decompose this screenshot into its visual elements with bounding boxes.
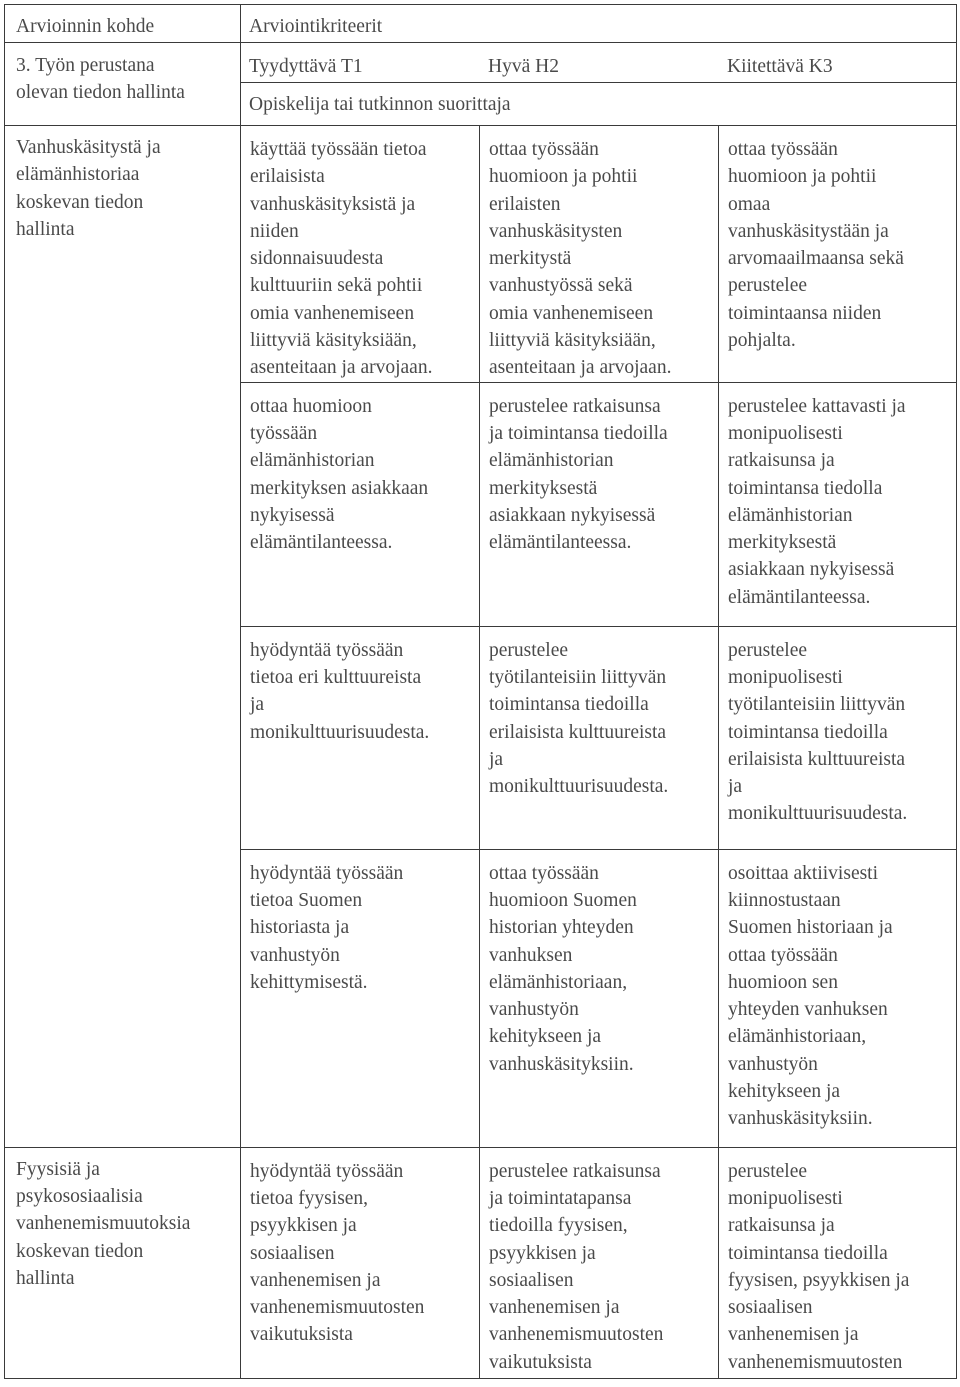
- criterion-text: perustelee työtilanteisiin liittyvän toimintansa tiedoilla erilaisista kulttuureista ja monikulttuurisuudesta.: [489, 639, 669, 798]
- criterion-k3: [719, 1147, 957, 1378]
- criterion-text: ottaa työssään huomioon ja pohtii omaa vanhuskäsitystään ja arvomaailmaansa sekä perustelee toimintaansa niiden pohjalta.: [728, 139, 904, 352]
- criterion-h2: [480, 1147, 719, 1378]
- criterion-h2: [480, 126, 719, 383]
- competence-area-label: 3. Työn perustana olevan tiedon hallinta: [16, 55, 185, 103]
- criterion-t1: [241, 382, 480, 626]
- criterion-text: käyttää työssään tietoa erilaisista vanhuskäsityksistä ja niiden sidonnaisuudesta kulttuuriin sekä pohtii omia vanhenemiseen liittyviä käsityksiään, asenteitaan ja arvojaan.: [250, 139, 433, 379]
- header-row: [5, 5, 957, 43]
- criterion-text: perustelee monipuolisesti ratkaisunsa ja toimintansa tiedoilla fyysisen, psyykkisen ja sosiaalisen vanhenemisen ja vanhenemismuutosten: [728, 1160, 910, 1373]
- criterion-text: osoittaa aktiivisesti kiinnostustaan Suomen historiaan ja ottaa työssään huomioon sen yhteyden vanhuksen elämänhistoriaan, vanhustyön kehitykseen ja vanhuskäsityksiin.: [728, 862, 893, 1130]
- table-row: [5, 126, 957, 383]
- grade-levels-cell: [241, 43, 957, 83]
- target-cell-ageing-concept: [5, 126, 241, 1148]
- competence-area-cell: [5, 43, 241, 126]
- criterion-text: ottaa huomioon työssään elämänhistorian merkityksen asiakkaan nykyisessä elämäntilanteessa.: [250, 395, 429, 554]
- criterion-k3: [719, 382, 957, 626]
- table-row: [5, 1147, 957, 1378]
- assessment-criteria-header-label: Arviointikriteerit: [249, 16, 383, 37]
- criterion-text: perustelee kattavasti ja monipuolisesti ratkaisunsa ja toimintansa tiedolla elämänhistorian merkityksestä asiakkaan nykyisessä elämäntilanteessa.: [728, 395, 906, 608]
- criterion-text: perustelee ratkaisunsa ja toimintansa tiedoilla elämänhistorian merkityksestä asiakkaan nykyisessä elämäntilanteessa.: [489, 395, 668, 554]
- criterion-text: perustelee monipuolisesti työtilanteisiin liittyvän toimintansa tiedoilla erilaisista kulttuureista ja monikulttuurisuudesta.: [728, 639, 908, 825]
- assessment-target-header: [5, 5, 241, 43]
- criterion-k3: [719, 626, 957, 849]
- criterion-text: hyödyntää työssään tietoa eri kulttuureista ja monikulttuurisuudesta.: [250, 639, 430, 743]
- criterion-text: ottaa työssään huomioon Suomen historian yhteyden vanhuksen elämänhistoriaan, vanhustyön kehitykseen ja vanhuskäsityksiin.: [489, 862, 637, 1075]
- criterion-k3: [719, 849, 957, 1147]
- subject-label: Opiskelija tai tutkinnon suorittaja: [249, 94, 511, 116]
- criterion-h2: [480, 626, 719, 849]
- target-cell-ageing-changes: [5, 1147, 241, 1378]
- grade-level-k3: Kiitettävä K3: [727, 56, 833, 77]
- subject-cell: [241, 83, 957, 126]
- criterion-t1: [241, 626, 480, 849]
- criterion-text: perustelee ratkaisunsa ja toimintatapansa tiedoilla fyysisen, psyykkisen ja sosiaalisen vanhenemisen ja vanhenemismuutosten vaikutuksista: [489, 1160, 664, 1373]
- levels-row: [5, 43, 957, 83]
- criterion-k3: [719, 126, 957, 383]
- assessment-target-header-label: Arvioinnin kohde: [16, 16, 155, 37]
- criterion-t1: [241, 849, 480, 1147]
- criterion-text: ottaa työssään huomioon ja pohtii erilaisten vanhuskäsitysten merkitystä vanhustyössä sekä omia vanhenemiseen liittyviä käsityksiään, asenteitaan ja arvojaan.: [489, 139, 672, 379]
- criterion-text: hyödyntää työssään tietoa Suomen historiasta ja vanhustyön kehittymisestä.: [250, 862, 404, 993]
- grade-level-t1: Tyydyttävä T1: [249, 56, 363, 77]
- grade-level-h2: Hyvä H2: [488, 56, 559, 77]
- criterion-t1: [241, 1147, 480, 1378]
- target-label: Fyysisiä ja psykososiaalisia vanhenemismuutoksia koskevan tiedon hallinta: [16, 1158, 191, 1289]
- assessment-criteria-header: [241, 5, 957, 43]
- criterion-h2: [480, 849, 719, 1147]
- criterion-t1: [241, 126, 480, 383]
- criterion-text: hyödyntää työssään tietoa fyysisen, psyykkisen ja sosiaalisen vanhenemisen ja vanhenemismuutosten vaikutuksista: [250, 1160, 425, 1346]
- assessment-criteria-table: [4, 4, 957, 1379]
- target-label: Vanhuskäsitystä ja elämänhistoriaa koskevan tiedon hallinta: [16, 137, 161, 240]
- criterion-h2: [480, 382, 719, 626]
